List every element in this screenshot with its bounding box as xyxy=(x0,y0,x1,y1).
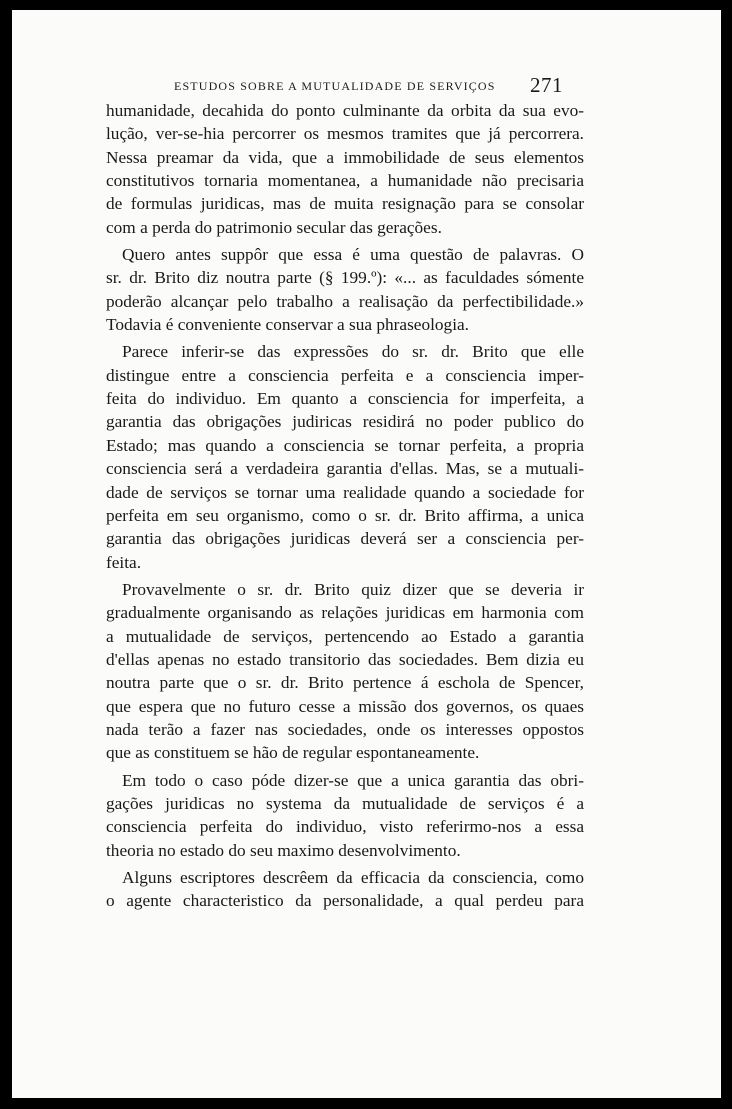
text-line: Nessa preamar da vida, que a immobilidade de seus elementos xyxy=(106,147,584,167)
text-line: d'ellas apenas no estado transitorio das sociedades. Bem dizia eu xyxy=(106,649,584,669)
text-line: consciencia será a verdadeira garantia d'ellas. Mas, se a mutuali- xyxy=(106,459,584,479)
scanned-book-page xyxy=(12,10,721,1098)
text-line: sr. dr. Brito diz noutra parte (§ 199.º): «... as faculdades sómente xyxy=(106,268,584,288)
text-line: garantia das obrigações juridicas deverá ser a consciencia per- xyxy=(106,529,584,549)
text-line: poderão alcançar pelo trabalho a realisação da perfectibilidade.» xyxy=(106,291,584,311)
text-line: gradualmente organisando as relações juridicas em harmonia com xyxy=(106,603,584,623)
text-line: consciencia perfeita do individuo, visto referirmo-nos a essa xyxy=(106,817,584,837)
text-line: constitutivos tornaria momentanea, a humanidade não precisaria xyxy=(106,171,584,191)
page-number: 271 xyxy=(530,73,563,97)
text-line: dade de serviços se tornar uma realidade quando a sociedade for xyxy=(106,482,584,502)
text-line: nada terão a fazer nas sociedades, onde os interesses oppostos xyxy=(106,719,584,739)
text-line: que espera que no futuro cesse a missão dos governos, os quaes xyxy=(106,696,584,716)
text-line: lução, ver-se-hia percorrer os mesmos tramites que já percorrera. xyxy=(106,124,584,144)
body-text xyxy=(106,99,584,913)
text-line: Estado; mas quando a consciencia se tornar perfeita, a propria xyxy=(106,435,584,455)
text-line: com a perda do patrimonio secular das gerações. xyxy=(106,217,442,237)
text-line: Quero antes suppôr que essa é uma questão de palavras. O xyxy=(122,245,584,265)
page-header xyxy=(12,73,721,97)
text-line: Parece inferir-se das expressões do sr. dr. Brito que elle xyxy=(122,342,584,362)
text-line: distingue entre a consciencia perfeita e a consciencia imper- xyxy=(106,365,584,385)
text-line: theoria no estado do seu maximo desenvolvimento. xyxy=(106,840,461,860)
text-line: humanidade, decahida do ponto culminante da orbita da sua evo- xyxy=(106,101,584,120)
text-line: gações juridicas no systema da mutualidade de serviços é a xyxy=(106,793,584,813)
running-title: ESTUDOS SOBRE A MUTUALIDADE DE SERVIÇOS xyxy=(174,79,496,93)
text-line: Alguns escriptores descrêem da efficacia da consciencia, como xyxy=(122,868,584,887)
text-line: que as constituem se hão de regular espontaneamente. xyxy=(106,743,480,763)
text-line: perfeita em seu organismo, como o sr. dr. Brito affirma, a unica xyxy=(106,505,584,525)
text-line: Provavelmente o sr. dr. Brito quiz dizer que se deveria ir xyxy=(122,579,584,599)
text-line: o agente characteristico da personalidade, a qual perdeu para xyxy=(106,891,584,911)
text-line: de formulas juridicas, mas de muita resignação para se consolar xyxy=(106,194,584,214)
text-line: feita. xyxy=(106,552,142,572)
text-line: noutra parte que o sr. dr. Brito pertence á eschola de Spencer, xyxy=(106,673,584,693)
text-line: a mutualidade de serviços, pertencendo ao Estado a garantia xyxy=(106,626,584,646)
text-line: Em todo o caso póde dizer-se que a unica garantia das obri- xyxy=(122,770,584,790)
text-line: Todavia é conveniente conservar a sua phraseologia. xyxy=(106,315,469,335)
text-line: garantia das obrigações judiricas residirá no poder publico do xyxy=(106,412,584,432)
text-line: feita do individuo. Em quanto a consciencia for imperfeita, a xyxy=(106,389,584,409)
